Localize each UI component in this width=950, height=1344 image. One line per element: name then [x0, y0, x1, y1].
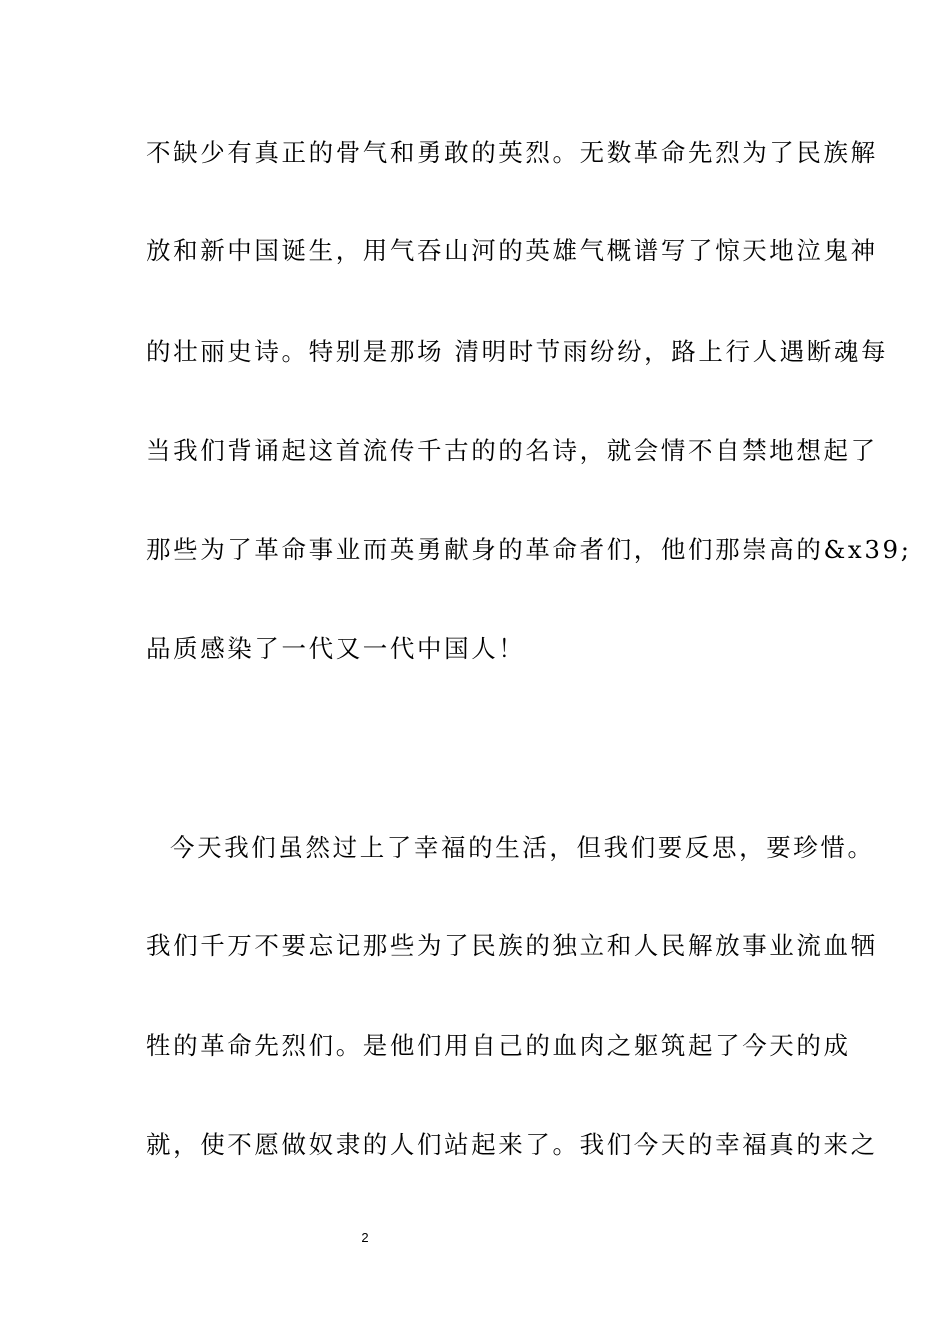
page-number: 2: [361, 1230, 369, 1245]
text-line: 就，使不愿做奴隶的人们站起来了。我们今天的幸福真的来之: [146, 1130, 878, 1159]
text-line: 当我们背诵起这首流传千古的的名诗，就会情不自禁地想起了: [146, 436, 878, 465]
text-line: 不缺少有真正的骨气和勇敢的英烈。无数革命先烈为了民族解: [146, 138, 878, 167]
text-line: 品质感染了一代又一代中国人！: [146, 634, 526, 663]
text-line: 我们千万不要忘记那些为了民族的独立和人民解放事业流血牺: [146, 931, 878, 960]
text-line: 牲的革命先烈们。是他们用自己的血肉之躯筑起了今天的成: [146, 1031, 851, 1060]
text-line: 放和新中国诞生，用气吞山河的英雄气概谱写了惊天地泣鬼神: [146, 236, 878, 265]
text-line: 那些为了革命事业而英勇献身的革命者们，他们那崇高的&x39;: [146, 535, 912, 564]
text-line: 今天我们虽然过上了幸福的生活，但我们要反思，要珍惜。: [170, 833, 875, 862]
text-line: 的壮丽史诗。特别是那场 清明时节雨纷纷，路上行人遇断魂每: [146, 337, 889, 366]
